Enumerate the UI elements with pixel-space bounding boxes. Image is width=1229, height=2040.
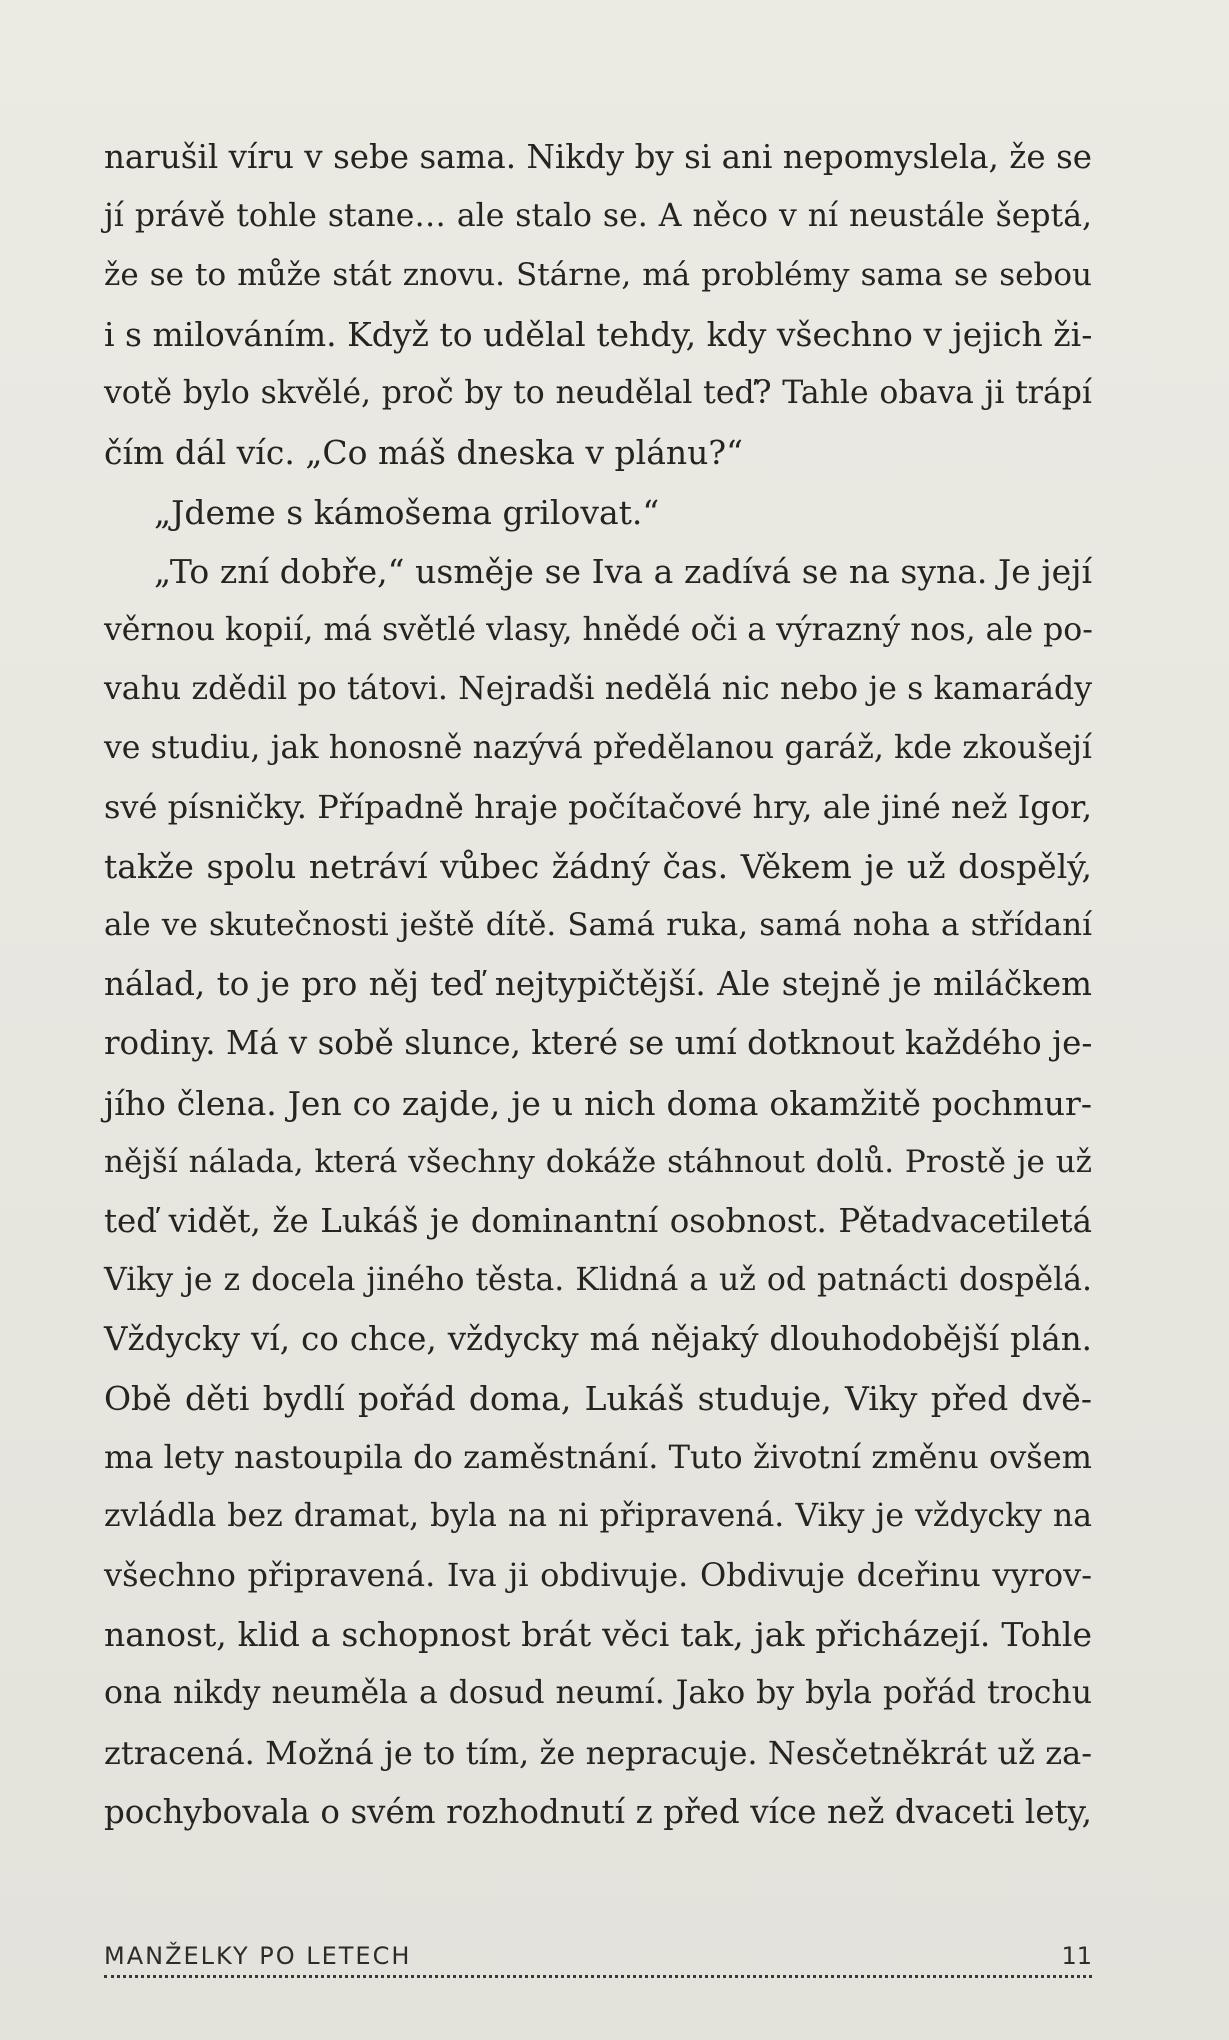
text-line: všechno připravená. Iva ji obdivuje. Obdivuje dceřinu vyrov- — [104, 1556, 1092, 1595]
text-line: pochybovala o svém rozhodnutí z před více než dvaceti lety, — [104, 1792, 1092, 1831]
text-line: votě bylo skvělé, proč by to neudělal teď? Tahle obava ji trápí — [104, 375, 1092, 412]
text-line: rodiny. Má v sobě slunce, které se umí dotknout každého je- — [104, 1024, 1093, 1063]
text-line: jího člena. Jen co zajde, je u nich doma okamžitě pochmur- — [104, 1083, 1092, 1123]
text-line: Viky je z docela jiného těsta. Klidná a už od patnácti dospělá. — [104, 1261, 1092, 1298]
text-line: Vždycky ví, co chce, vždycky má nějaký dlouhodobější plán. — [104, 1319, 1092, 1358]
text-line: že se to může stát znovu. Stárne, má problémy sama se sebou — [104, 257, 1092, 294]
text-line: ve studiu, jak honosně nazývá předělanou garáž, kde zkoušejí — [104, 729, 1092, 766]
text-line: vahu zdědil po tátovi. Nejradši nedělá nic nebo je s kamarády — [104, 670, 1092, 707]
text-line: věrnou kopií, má světlé vlasy, hnědé oči a výrazný nos, ale po- — [104, 611, 1093, 648]
text-line: nější nálada, která všechny dokáže stáhnout dolů. Prostě je už — [104, 1143, 1092, 1180]
text-line: teď vidět, že Lukáš je dominantní osobnost. Pětadvacetiletá — [104, 1201, 1092, 1240]
text-line: své písničky. Případně hraje počítačové hry, ale jiné než Igor, — [104, 788, 1092, 827]
text-line: „To zní dobře,“ usměje se Iva a zadívá se na syna. Je její — [154, 551, 1092, 591]
text-line: Obě děti bydlí pořád doma, Lukáš studuje, Viky před dvě- — [104, 1378, 1092, 1418]
text-line: ma lety nastoupila do zaměstnání. Tuto životní změnu ovšem — [104, 1438, 1092, 1477]
text-line: nálad, to je pro něj teď nejtypičtější. Ale stejně je miláčkem — [104, 965, 1092, 1004]
text-line: narušil víru v sebe sama. Nikdy by si ani nepomyslela, že se — [104, 138, 1092, 176]
text-line: jí právě tohle stane… ale stalo se. A něco v ní neustále šeptá, — [104, 198, 1092, 235]
page-number: 11 — [1061, 1942, 1092, 1970]
dotted-rule — [104, 1975, 1092, 1978]
page-footer — [104, 1940, 1092, 1980]
text-line: ona nikdy neuměla a dosud neumí. Jako by byla pořád trochu — [104, 1675, 1092, 1712]
text-line: i s milováním. Když to udělal tehdy, kdy všechno v jejich ži- — [104, 315, 1093, 355]
text-line: „Jdeme s kámošema grilovat.“ — [154, 492, 660, 532]
text-line: nanost, klid a schopnost brát věci tak, jak přicházejí. Tohle — [104, 1615, 1092, 1655]
text-line: ale ve skutečnosti ještě dítě. Samá ruka, samá noha a střídaní — [104, 907, 1092, 944]
running-title: MANŽELKY PO LETECH — [104, 1942, 412, 1970]
body-text — [104, 128, 1092, 1842]
text-line: čím dál víc. „Co máš dneska v plánu?“ — [104, 433, 743, 473]
text-line: ztracená. Možná je to tím, že nepracuje. Nesčetněkrát už za- — [104, 1733, 1092, 1772]
text-line: takže spolu netráví vůbec žádný čas. Věkem je už dospělý, — [104, 847, 1092, 887]
text-line: zvládla bez dramat, byla na ni připravená. Viky je vždycky na — [104, 1498, 1092, 1535]
